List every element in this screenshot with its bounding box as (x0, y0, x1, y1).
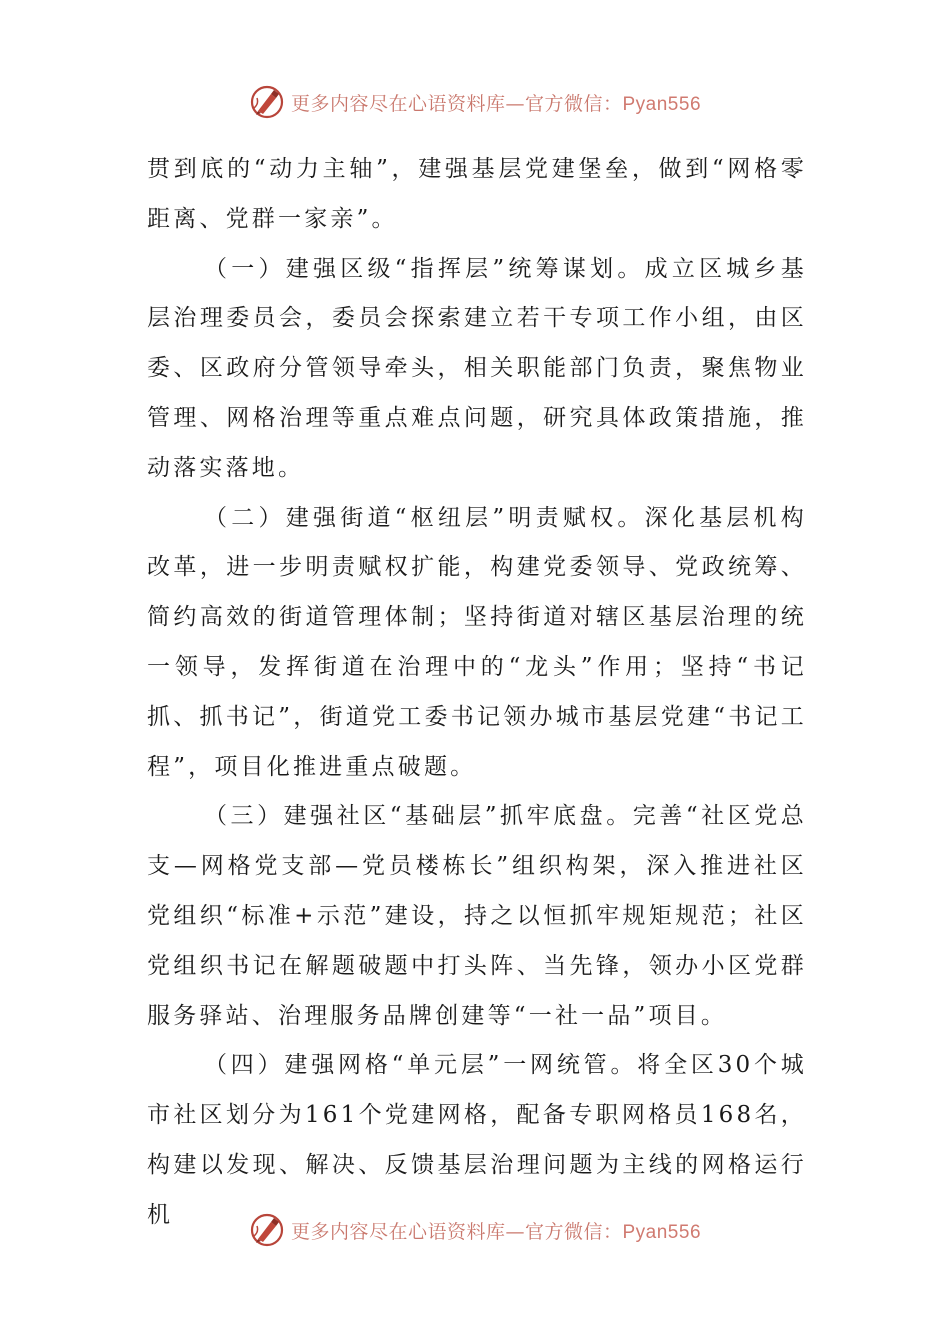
wechat-id: Pyan556 (622, 93, 702, 115)
watermark-label: 更多内容尽在心语资料库—官方微信： (290, 1220, 623, 1243)
watermark-text (291, 89, 701, 116)
paragraph-continuation: 贯到底的“动力主轴”，建强基层党建堡垒，做到“网格零距离、党群一家亲”。 (147, 156, 807, 232)
watermark-label: 更多内容尽在心语资料库—官方微信： (290, 92, 623, 115)
wechat-id: Pyan556 (622, 1221, 702, 1243)
footer-watermark-banner (0, 1208, 950, 1252)
paragraph-street-level: （二）建强街道“枢纽层”明责赋权。深化基层机构改革，进一步明责赋权扩能，构建党委领导、党政统筹、简约高效的街道管理体制；坚持街道对辖区基层治理的统一领导，发挥街道在治理中的“龙头”作用；坚持“书记抓、抓书记”，街道党工委书记领办城市基层党建“书记工程”，项目化推进重点破题。 (147, 504, 807, 780)
header-watermark-banner (0, 80, 950, 124)
paragraph-district-level: （一）建强区级“指挥层”统筹谋划。成立区城乡基层治理委员会，委员会探索建立若干专项工作小组，由区委、区政府分管领导牵头，相关职能部门负责，聚焦物业管理、网格治理等重点难点问题，研究具体政策措施，推动落实落地。 (147, 255, 807, 481)
paragraph-grid-level: （四）建强网格“单元层”一网统管。将全区30个城市社区划分为161个党建网格，配备专职网格员168名，构建以发现、解决、反馈基层治理问题为主线的网格运行机 (147, 1052, 807, 1228)
pen-nib-logo-icon (249, 84, 285, 120)
document-body (147, 145, 807, 1241)
watermark-text (291, 1217, 701, 1244)
paragraph-community-level: （三）建强社区“基础层”抓牢底盘。完善“社区党总支—网格党支部—党员楼栋长”组织构架，深入推进社区党组织“标准+示范”建设，持之以恒抓牢规矩规范；社区党组织书记在解题破题中打头阵、当先锋，领办小区党群服务驿站、治理服务品牌创建等“一社一品”项目。 (147, 803, 807, 1029)
pen-nib-logo-icon (249, 1212, 285, 1248)
